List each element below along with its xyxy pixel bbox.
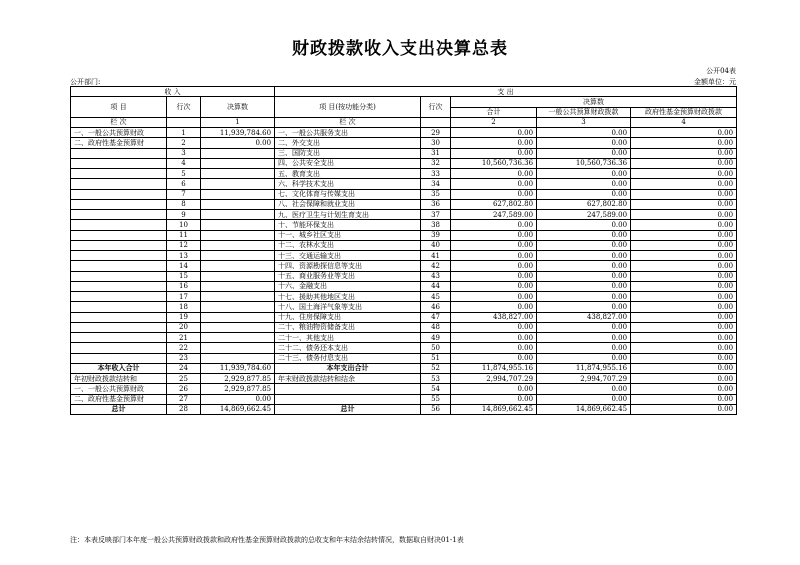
income-section-header: 收 入 xyxy=(71,87,275,97)
expense-line-no-cell: 37 xyxy=(421,210,451,220)
general-budget-cell: 0.00 xyxy=(537,394,631,404)
col-index-1: 1 xyxy=(201,117,275,127)
income-amount-cell: 11,939,784.60 xyxy=(201,363,275,373)
table-body xyxy=(71,128,737,415)
income-line-no-cell: 6 xyxy=(167,179,201,189)
col-index-blank xyxy=(167,117,201,127)
expense-total-cell: 0.00 xyxy=(451,394,537,404)
income-line-no-cell: 25 xyxy=(167,374,201,384)
general-budget-cell: 0.00 xyxy=(537,230,631,240)
income-item-cell: 一、一般公共预算财政 xyxy=(71,128,167,138)
income-amount-cell xyxy=(201,240,275,250)
col-index-4: 4 xyxy=(631,117,737,127)
expense-line-no-cell: 30 xyxy=(421,138,451,148)
income-line-no-header: 行次 xyxy=(167,97,201,118)
income-item-cell xyxy=(71,189,167,199)
income-line-no-cell: 10 xyxy=(167,220,201,230)
table-row xyxy=(71,271,737,281)
general-budget-cell: 0.00 xyxy=(537,343,631,353)
general-budget-cell: 11,874,955.16 xyxy=(537,363,631,373)
income-item-cell xyxy=(71,199,167,209)
general-budget-cell: 0.00 xyxy=(537,281,631,291)
general-budget-cell: 0.00 xyxy=(537,261,631,271)
general-budget-cell: 627,802.80 xyxy=(537,199,631,209)
expense-line-no-cell: 46 xyxy=(421,302,451,312)
total-header: 合计 xyxy=(451,107,537,117)
expense-total-cell: 0.00 xyxy=(451,220,537,230)
income-line-no-cell: 17 xyxy=(167,292,201,302)
expense-line-no-cell: 53 xyxy=(421,374,451,384)
income-item-cell: 总计 xyxy=(71,404,167,414)
income-item-cell xyxy=(71,261,167,271)
expense-item-cell: 九、医疗卫生与计划生育支出 xyxy=(275,210,421,220)
expense-total-cell: 0.00 xyxy=(451,240,537,250)
expense-item-cell: 二十二、债务还本支出 xyxy=(275,343,421,353)
gov-fund-cell: 0.00 xyxy=(631,281,737,291)
table-row xyxy=(71,312,737,322)
gov-fund-cell: 0.00 xyxy=(631,302,737,312)
gov-fund-cell: 0.00 xyxy=(631,384,737,394)
general-budget-cell: 0.00 xyxy=(537,189,631,199)
expense-item-cell xyxy=(275,384,421,394)
expense-total-cell: 0.00 xyxy=(451,343,537,353)
income-line-no-cell: 21 xyxy=(167,333,201,343)
expense-item-cell: 四、公共安全支出 xyxy=(275,158,421,168)
footnote: 注：本表反映部门本年度一般公共预算财政拨款和政府性基金预算财政拨款的总收支和年末结余结转情况，数据取自财决01-1表 xyxy=(70,536,464,544)
income-line-no-cell: 26 xyxy=(167,384,201,394)
expense-total-cell: 2,994,707.29 xyxy=(451,374,537,384)
income-item-cell xyxy=(71,353,167,363)
general-budget-cell: 0.00 xyxy=(537,240,631,250)
expense-item-cell: 二十三、债务付息支出 xyxy=(275,353,421,363)
gov-fund-cell: 0.00 xyxy=(631,230,737,240)
gov-fund-cell: 0.00 xyxy=(631,179,737,189)
expense-total-cell: 0.00 xyxy=(451,333,537,343)
expense-total-cell: 14,869,662.45 xyxy=(451,404,537,414)
income-line-no-cell: 14 xyxy=(167,261,201,271)
expense-total-cell: 247,589.00 xyxy=(451,210,537,220)
gov-fund-cell: 0.00 xyxy=(631,292,737,302)
income-amount-cell xyxy=(201,302,275,312)
expense-item-cell: 十、节能环保支出 xyxy=(275,220,421,230)
expense-line-no-cell: 43 xyxy=(421,271,451,281)
table-row xyxy=(71,251,737,261)
expense-total-cell: 0.00 xyxy=(451,148,537,158)
general-budget-cell: 247,589.00 xyxy=(537,210,631,220)
income-line-no-cell: 15 xyxy=(167,271,201,281)
income-item-cell xyxy=(71,220,167,230)
table-row xyxy=(71,333,737,343)
expense-item-cell: 十四、资源勘探信息等支出 xyxy=(275,261,421,271)
expense-total-cell: 0.00 xyxy=(451,138,537,148)
gov-fund-cell: 0.00 xyxy=(631,271,737,281)
col-index-3: 3 xyxy=(537,117,631,127)
fiscal-summary-table xyxy=(70,86,737,415)
income-amount-cell xyxy=(201,179,275,189)
general-budget-cell: 0.00 xyxy=(537,322,631,332)
expense-item-cell: 一、一般公共服务支出 xyxy=(275,128,421,138)
general-budget-cell: 0.00 xyxy=(537,302,631,312)
expense-total-cell: 0.00 xyxy=(451,261,537,271)
expense-line-no-header: 行次 xyxy=(421,97,451,118)
income-line-no-cell: 7 xyxy=(167,189,201,199)
expense-item-cell: 十三、交通运输支出 xyxy=(275,251,421,261)
income-amount-cell xyxy=(201,230,275,240)
gov-fund-cell: 0.00 xyxy=(631,353,737,363)
header-row-columns xyxy=(71,97,737,107)
income-item-cell xyxy=(71,292,167,302)
income-line-no-cell: 20 xyxy=(167,322,201,332)
expense-total-cell: 0.00 xyxy=(451,169,537,179)
expense-item-cell xyxy=(275,394,421,404)
general-budget-cell: 0.00 xyxy=(537,251,631,261)
income-line-no-cell: 12 xyxy=(167,240,201,250)
income-line-no-cell: 3 xyxy=(167,148,201,158)
income-item-cell xyxy=(71,210,167,220)
income-amount-cell xyxy=(201,343,275,353)
expense-total-cell: 0.00 xyxy=(451,271,537,281)
expense-total-cell: 0.00 xyxy=(451,230,537,240)
income-amount-cell xyxy=(201,220,275,230)
general-budget-cell: 0.00 xyxy=(537,292,631,302)
table-row xyxy=(71,404,737,414)
unit-label: 金额单位：元 xyxy=(694,78,736,86)
income-item-cell xyxy=(71,312,167,322)
table-row xyxy=(71,292,737,302)
expense-total-cell: 11,874,955.16 xyxy=(451,363,537,373)
income-amount-cell: 0.00 xyxy=(201,138,275,148)
gov-fund-cell: 0.00 xyxy=(631,404,737,414)
income-amount-cell xyxy=(201,251,275,261)
expense-item-cell: 十九、住房保障支出 xyxy=(275,312,421,322)
table-row xyxy=(71,302,737,312)
income-amount-cell xyxy=(201,169,275,179)
gov-fund-cell: 0.00 xyxy=(631,210,737,220)
expense-item-header: 项 目(按功能分类) xyxy=(275,97,421,118)
expense-line-no-cell: 39 xyxy=(421,230,451,240)
income-item-cell: 年初财政拨款结转和 xyxy=(71,374,167,384)
gov-fund-cell: 0.00 xyxy=(631,374,737,384)
expense-section-header: 支 出 xyxy=(275,87,737,97)
expense-total-cell: 627,802.80 xyxy=(451,199,537,209)
general-budget-cell: 0.00 xyxy=(537,128,631,138)
income-line-no-cell: 28 xyxy=(167,404,201,414)
expense-item-cell: 总计 xyxy=(275,404,421,414)
expense-line-no-cell: 52 xyxy=(421,363,451,373)
gov-fund-cell: 0.00 xyxy=(631,128,737,138)
expense-line-no-cell: 31 xyxy=(421,148,451,158)
expense-line-no-cell: 36 xyxy=(421,199,451,209)
table-row xyxy=(71,169,737,179)
table-row xyxy=(71,179,737,189)
income-line-no-cell: 11 xyxy=(167,230,201,240)
gov-fund-cell: 0.00 xyxy=(631,220,737,230)
table-row xyxy=(71,189,737,199)
income-item-cell xyxy=(71,343,167,353)
table-row xyxy=(71,199,737,209)
income-amount-cell: 2,929,877.85 xyxy=(201,384,275,394)
income-item-cell xyxy=(71,148,167,158)
expense-total-cell: 0.00 xyxy=(451,384,537,394)
general-budget-cell: 2,994,707.29 xyxy=(537,374,631,384)
header-row-section xyxy=(71,87,737,97)
income-amount-cell: 2,929,877.85 xyxy=(201,374,275,384)
col-label-expense: 栏 次 xyxy=(275,117,421,127)
income-item-cell xyxy=(71,302,167,312)
general-budget-cell: 0.00 xyxy=(537,271,631,281)
expense-item-cell: 三、国防支出 xyxy=(275,148,421,158)
expense-total-cell: 0.00 xyxy=(451,292,537,302)
expense-item-cell: 年末财政拨款结转和结余 xyxy=(275,374,421,384)
gov-fund-cell: 0.00 xyxy=(631,169,737,179)
income-item-cell: 二、政府性基金预算财 xyxy=(71,138,167,148)
income-item-cell: 一、一般公共预算财政 xyxy=(71,384,167,394)
income-item-cell xyxy=(71,230,167,240)
table-row xyxy=(71,353,737,363)
income-item-cell xyxy=(71,281,167,291)
general-budget-cell: 10,560,736.36 xyxy=(537,158,631,168)
expense-total-cell: 0.00 xyxy=(451,281,537,291)
table-row xyxy=(71,322,737,332)
expense-item-cell: 十八、国土海洋气象等支出 xyxy=(275,302,421,312)
income-item-cell xyxy=(71,158,167,168)
table-row xyxy=(71,363,737,373)
general-budget-cell: 0.00 xyxy=(537,384,631,394)
table-row xyxy=(71,374,737,384)
expense-total-cell: 0.00 xyxy=(451,251,537,261)
expense-line-no-cell: 56 xyxy=(421,404,451,414)
income-line-no-cell: 1 xyxy=(167,128,201,138)
income-amount-cell xyxy=(201,189,275,199)
expense-total-cell: 10,560,736.36 xyxy=(451,158,537,168)
income-amount-cell xyxy=(201,199,275,209)
table-row xyxy=(71,138,737,148)
income-line-no-cell: 27 xyxy=(167,394,201,404)
expense-line-no-cell: 47 xyxy=(421,312,451,322)
gov-fund-cell: 0.00 xyxy=(631,138,737,148)
gov-fund-cell: 0.00 xyxy=(631,343,737,353)
income-line-no-cell: 4 xyxy=(167,158,201,168)
income-amount-cell xyxy=(201,292,275,302)
income-amount-cell: 0.00 xyxy=(201,394,275,404)
expense-item-cell: 二十一、其他支出 xyxy=(275,333,421,343)
expense-line-no-cell: 38 xyxy=(421,220,451,230)
income-amount-cell xyxy=(201,271,275,281)
income-line-no-cell: 23 xyxy=(167,353,201,363)
gov-fund-cell: 0.00 xyxy=(631,322,737,332)
column-index-row xyxy=(71,117,737,127)
income-item-cell xyxy=(71,333,167,343)
gov-fund-cell: 0.00 xyxy=(631,333,737,343)
expense-line-no-cell: 50 xyxy=(421,343,451,353)
expense-total-cell: 0.00 xyxy=(451,353,537,363)
expense-total-cell: 0.00 xyxy=(451,128,537,138)
expense-item-cell: 本年支出合计 xyxy=(275,363,421,373)
expense-total-cell: 0.00 xyxy=(451,189,537,199)
income-line-no-cell: 5 xyxy=(167,169,201,179)
expense-line-no-cell: 41 xyxy=(421,251,451,261)
gov-fund-cell: 0.00 xyxy=(631,240,737,250)
income-item-cell: 本年收入合计 xyxy=(71,363,167,373)
table-row xyxy=(71,261,737,271)
col-label-income: 栏 次 xyxy=(71,117,167,127)
income-item-cell xyxy=(71,251,167,261)
income-line-no-cell: 22 xyxy=(167,343,201,353)
income-line-no-cell: 16 xyxy=(167,281,201,291)
expense-line-no-cell: 44 xyxy=(421,281,451,291)
gov-fund-cell: 0.00 xyxy=(631,394,737,404)
table-row xyxy=(71,343,737,353)
income-item-cell xyxy=(71,169,167,179)
col-index-2: 2 xyxy=(451,117,537,127)
income-amount-cell xyxy=(201,210,275,220)
expense-item-cell: 十一、城乡社区支出 xyxy=(275,230,421,240)
expense-total-cell: 0.00 xyxy=(451,179,537,189)
table-row xyxy=(71,220,737,230)
income-line-no-cell: 19 xyxy=(167,312,201,322)
income-amount-cell xyxy=(201,322,275,332)
expense-line-no-cell: 49 xyxy=(421,333,451,343)
report-title: 财政拨款收入支出决算总表 xyxy=(292,39,508,59)
table-row xyxy=(71,148,737,158)
expense-item-cell: 八、社会保障和就业支出 xyxy=(275,199,421,209)
expense-line-no-cell: 33 xyxy=(421,169,451,179)
expense-line-no-cell: 55 xyxy=(421,394,451,404)
table-row xyxy=(71,128,737,138)
expense-line-no-cell: 32 xyxy=(421,158,451,168)
expense-item-cell: 七、文化体育与传媒支出 xyxy=(275,189,421,199)
expense-item-cell: 十二、农林水支出 xyxy=(275,240,421,250)
table-row xyxy=(71,240,737,250)
expense-item-cell: 六、科学技术支出 xyxy=(275,179,421,189)
gov-fund-cell: 0.00 xyxy=(631,148,737,158)
expense-total-cell: 0.00 xyxy=(451,302,537,312)
gov-fund-cell: 0.00 xyxy=(631,363,737,373)
general-budget-cell: 0.00 xyxy=(537,220,631,230)
expense-line-no-cell: 42 xyxy=(421,261,451,271)
expense-line-no-cell: 54 xyxy=(421,384,451,394)
table-row xyxy=(71,210,737,220)
income-item-header: 项 目 xyxy=(71,97,167,118)
expense-item-cell: 二十、粮油物资储备支出 xyxy=(275,322,421,332)
income-amount-cell xyxy=(201,281,275,291)
gov-fund-cell: 0.00 xyxy=(631,158,737,168)
general-budget-cell: 0.00 xyxy=(537,179,631,189)
gov-fund-cell: 0.00 xyxy=(631,189,737,199)
income-item-cell xyxy=(71,240,167,250)
table-row xyxy=(71,281,737,291)
expense-line-no-cell: 40 xyxy=(421,240,451,250)
general-budget-cell: 0.00 xyxy=(537,333,631,343)
expense-item-cell: 十七、援助其他地区支出 xyxy=(275,292,421,302)
income-line-no-cell: 8 xyxy=(167,199,201,209)
income-amount-cell: 11,939,784.60 xyxy=(201,128,275,138)
expense-line-no-cell: 29 xyxy=(421,128,451,138)
expense-line-no-cell: 45 xyxy=(421,292,451,302)
expense-item-cell: 十五、商业服务业等支出 xyxy=(275,271,421,281)
income-amount-cell xyxy=(201,261,275,271)
general-budget-cell: 0.00 xyxy=(537,138,631,148)
expense-item-cell: 五、教育支出 xyxy=(275,169,421,179)
department-label: 公开部门: xyxy=(70,78,101,86)
gov-fund-cell: 0.00 xyxy=(631,312,737,322)
table-row xyxy=(71,230,737,240)
gov-fund-cell: 0.00 xyxy=(631,261,737,271)
income-amount-cell: 14,869,662.45 xyxy=(201,404,275,414)
expense-line-no-cell: 34 xyxy=(421,179,451,189)
income-amount-cell xyxy=(201,312,275,322)
gov-fund-cell: 0.00 xyxy=(631,251,737,261)
expense-total-cell: 0.00 xyxy=(451,322,537,332)
table-row xyxy=(71,394,737,404)
gov-fund-cell: 0.00 xyxy=(631,199,737,209)
table-row xyxy=(71,384,737,394)
expense-item-cell: 二、外交支出 xyxy=(275,138,421,148)
general-budget-header: 一般公共预算财政拨款 xyxy=(537,107,631,117)
income-amount-cell xyxy=(201,158,275,168)
income-amount-cell xyxy=(201,353,275,363)
expense-item-cell: 十六、金融支出 xyxy=(275,281,421,291)
income-item-cell xyxy=(71,322,167,332)
income-line-no-cell: 2 xyxy=(167,138,201,148)
expense-total-cell: 438,827.00 xyxy=(451,312,537,322)
expense-line-no-cell: 35 xyxy=(421,189,451,199)
income-line-no-cell: 24 xyxy=(167,363,201,373)
gov-fund-header: 政府性基金预算财政拨款 xyxy=(631,107,737,117)
general-budget-cell: 0.00 xyxy=(537,169,631,179)
form-number: 公开04表 xyxy=(706,67,736,75)
income-line-no-cell: 13 xyxy=(167,251,201,261)
income-item-cell: 二、政府性基金预算财 xyxy=(71,394,167,404)
general-budget-cell: 14,869,662.45 xyxy=(537,404,631,414)
income-item-cell xyxy=(71,271,167,281)
income-line-no-cell: 9 xyxy=(167,210,201,220)
expense-amount-header: 决算数 xyxy=(451,97,737,107)
expense-line-no-cell: 51 xyxy=(421,353,451,363)
income-item-cell xyxy=(71,179,167,189)
general-budget-cell: 438,827.00 xyxy=(537,312,631,322)
income-amount-cell xyxy=(201,148,275,158)
income-line-no-cell: 18 xyxy=(167,302,201,312)
col-index-blank-2 xyxy=(421,117,451,127)
expense-line-no-cell: 48 xyxy=(421,322,451,332)
general-budget-cell: 0.00 xyxy=(537,353,631,363)
table-row xyxy=(71,158,737,168)
income-amount-cell xyxy=(201,333,275,343)
general-budget-cell: 0.00 xyxy=(537,148,631,158)
income-amount-header: 决算数 xyxy=(201,97,275,118)
